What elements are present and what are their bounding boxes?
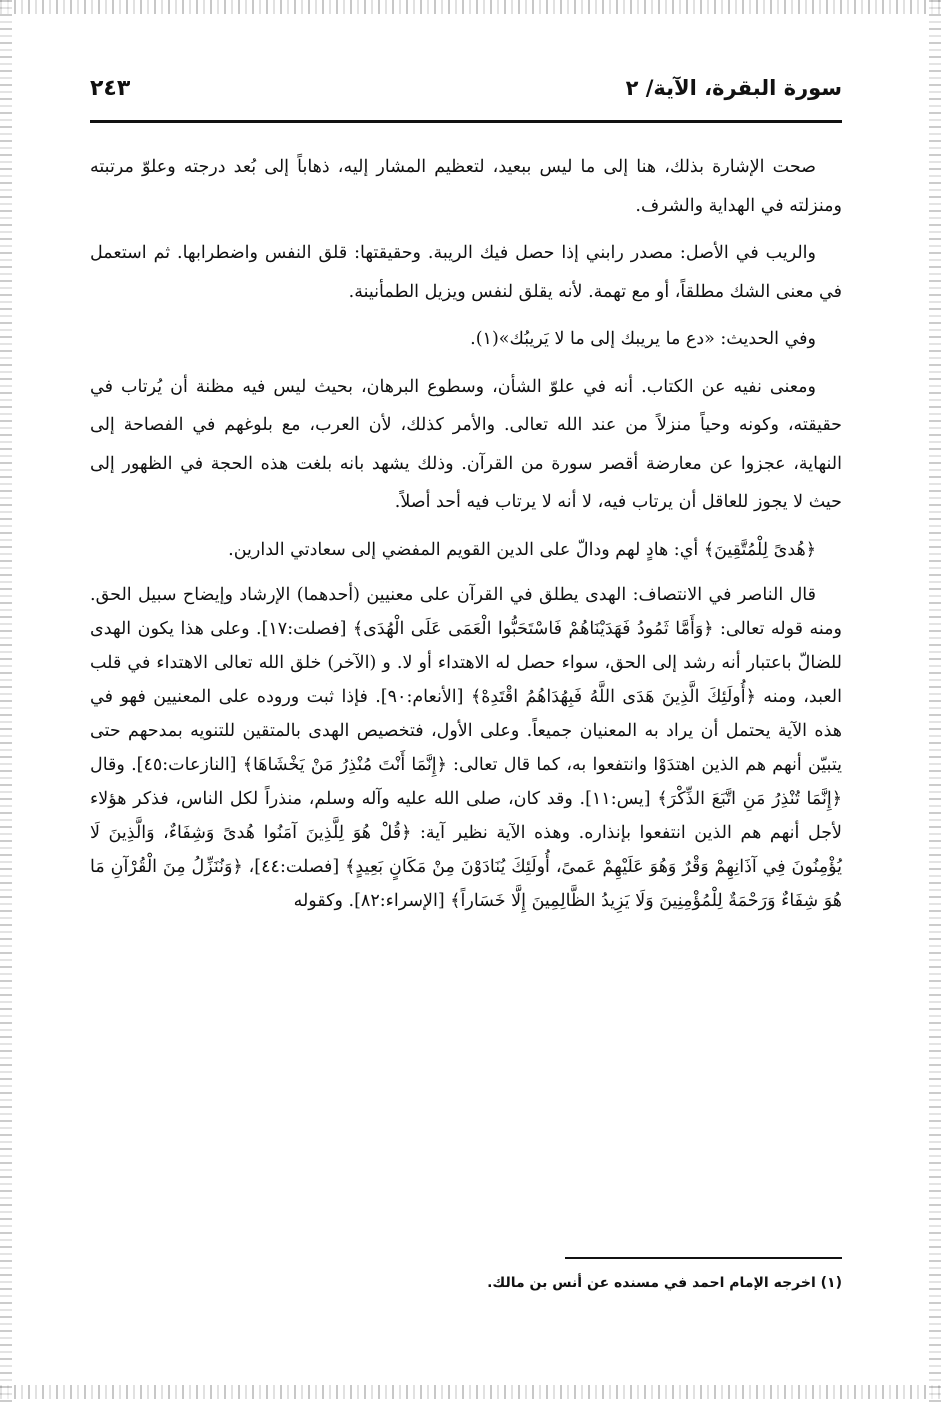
main-text [90, 148, 842, 918]
paragraph-2: والريب في الأصل: مصدر رابني إذا حصل فيك الريبة. وحقيقتها: قلق النفس واضطرابها. ثم استعمل في معنى الشك مطلقاً، أو مع تهمة. لأنه يقلق لنفس ويزيل الطمأنينة. [90, 243, 842, 302]
page-number: ٢٤٣ [90, 76, 131, 101]
paragraph-5: ﴿هُدىً لِلْمُتَّقِينَ﴾ أي: هادٍ لهم ودالّ على الدين القويم المفضي إلى سعادتي الدارين. [228, 539, 816, 560]
running-title: سورة البقرة، الآية/ ٢ [625, 76, 842, 100]
paragraph-6: قال الناصر في الانتصاف: الهدى يطلق في القرآن على معنيين (أحدهما) الإرشاد وإيضاح سبيل الحق. ومنه قوله تعالى: ﴿وَأَمَّا ثَمُودُ فَهَدَيْنَاهُمْ فَاسْتَحَبُّوا الْعَمَى عَلَى الْهُدَى﴾ [فصلت:١٧]. وعلى هذا يكون الهدى للضالّ باعتبار أنه رشد إلى الحق، سواء حصل له الاهتداء أو لا. و (الآخر) خلق الله تعالى الاهتداء في قلب العبد، ومنه ﴿أُولَئِكَ الَّذِينَ هَدَى اللَّهُ فَبِهُدَاهُمُ اقْتَدِهْ﴾ [الأنعام:٩٠]. فإذا ثبت وروده على المعنيين فهو في هذه الآية يحتمل أن يراد به المعنيان جميعاً. وعلى الأول، فتخصيص الهدى بالمتقين للتنويه بمدحهم حتى يتبيّن أنهم هم الذين اهتدَوْا وانتفعوا به، كما قال تعالى: ﴿إِنَّمَا أَنْتَ مُنْذِرُ مَنْ يَخْشَاهَا﴾ [النازعات:٤٥]. وقال ﴿إِنَّمَا تُنْذِرُ مَنِ اتَّبَعَ الذِّكْرَ﴾ [يس:١١]. وقد كان، صلى الله عليه وآله وسلم، منذراً لكل الناس، فذكر هؤلاء لأجل أنهم هم الذين انتفعوا بإنذاره. وهذه الآية نظير آية: ﴿قُلْ هُوَ لِلَّذِينَ آمَنُوا هُدىً وَشِفَاءٌ، وَالَّذِينَ لَا يُؤْمِنُونَ فِي آذَانِهِمْ وَقْرٌ وَهُوَ عَلَيْهِمْ عَمىً، أُولَئِكَ يُنَادَوْنَ مِنْ مَكَانٍ بَعِيدٍ﴾ [فصلت:٤٤]، ﴿وَنُنَزِّلُ مِنَ الْقُرْآنِ مَا هُوَ شِفَاءٌ وَرَحْمَةٌ لِلْمُؤْمِنِينَ وَلَا يَزِيدُ الظَّالِمِينَ إِلَّا خَسَاراً﴾ [الإسراء:٨٢]. وكقوله [90, 585, 843, 911]
footnote-divider [565, 1257, 842, 1259]
footnote: (١) اخرجه الإمام احمد في مسنده عن أنس بن مالك. [487, 1275, 842, 1291]
header-divider [90, 120, 842, 123]
decorative-border-left [0, 0, 12, 1402]
running-header [90, 76, 842, 120]
decorative-border-right [929, 0, 941, 1402]
paragraph-4: ومعنى نفيه عن الكتاب. أنه في علوّ الشأن، وسطوع البرهان، بحيث ليس فيه مظنة أن يُرتاب في حقيقته، وكونه وحياً منزلاً من عند الله تعالى. والأمر كذلك، لأن العرب، مع بلوغهم في الفصاحة إلى النهاية، عجزوا عن معارضة أقصر سورة من القرآن. وذلك يشهد بانه بلغت هذه الحجة في الظهور إلى حيث لا يجوز للعاقل أن يرتاب فيه، لا أنه لا يرتاب فيه أحد أصلاً. [90, 376, 842, 512]
paragraph-1: صحت الإشارة بذلك، هنا إلى ما ليس ببعيد، لتعظيم المشار إليه، ذهاباً إلى بُعد درجته وعلوّ مرتبته ومنزلته في الهداية والشرف. [90, 157, 842, 216]
decorative-border-bottom [0, 1385, 941, 1399]
decorative-border-top [0, 0, 941, 14]
paragraph-3: وفي الحديث: «دع ما يريبك إلى ما لا يَريبُك»(١). [470, 329, 816, 349]
